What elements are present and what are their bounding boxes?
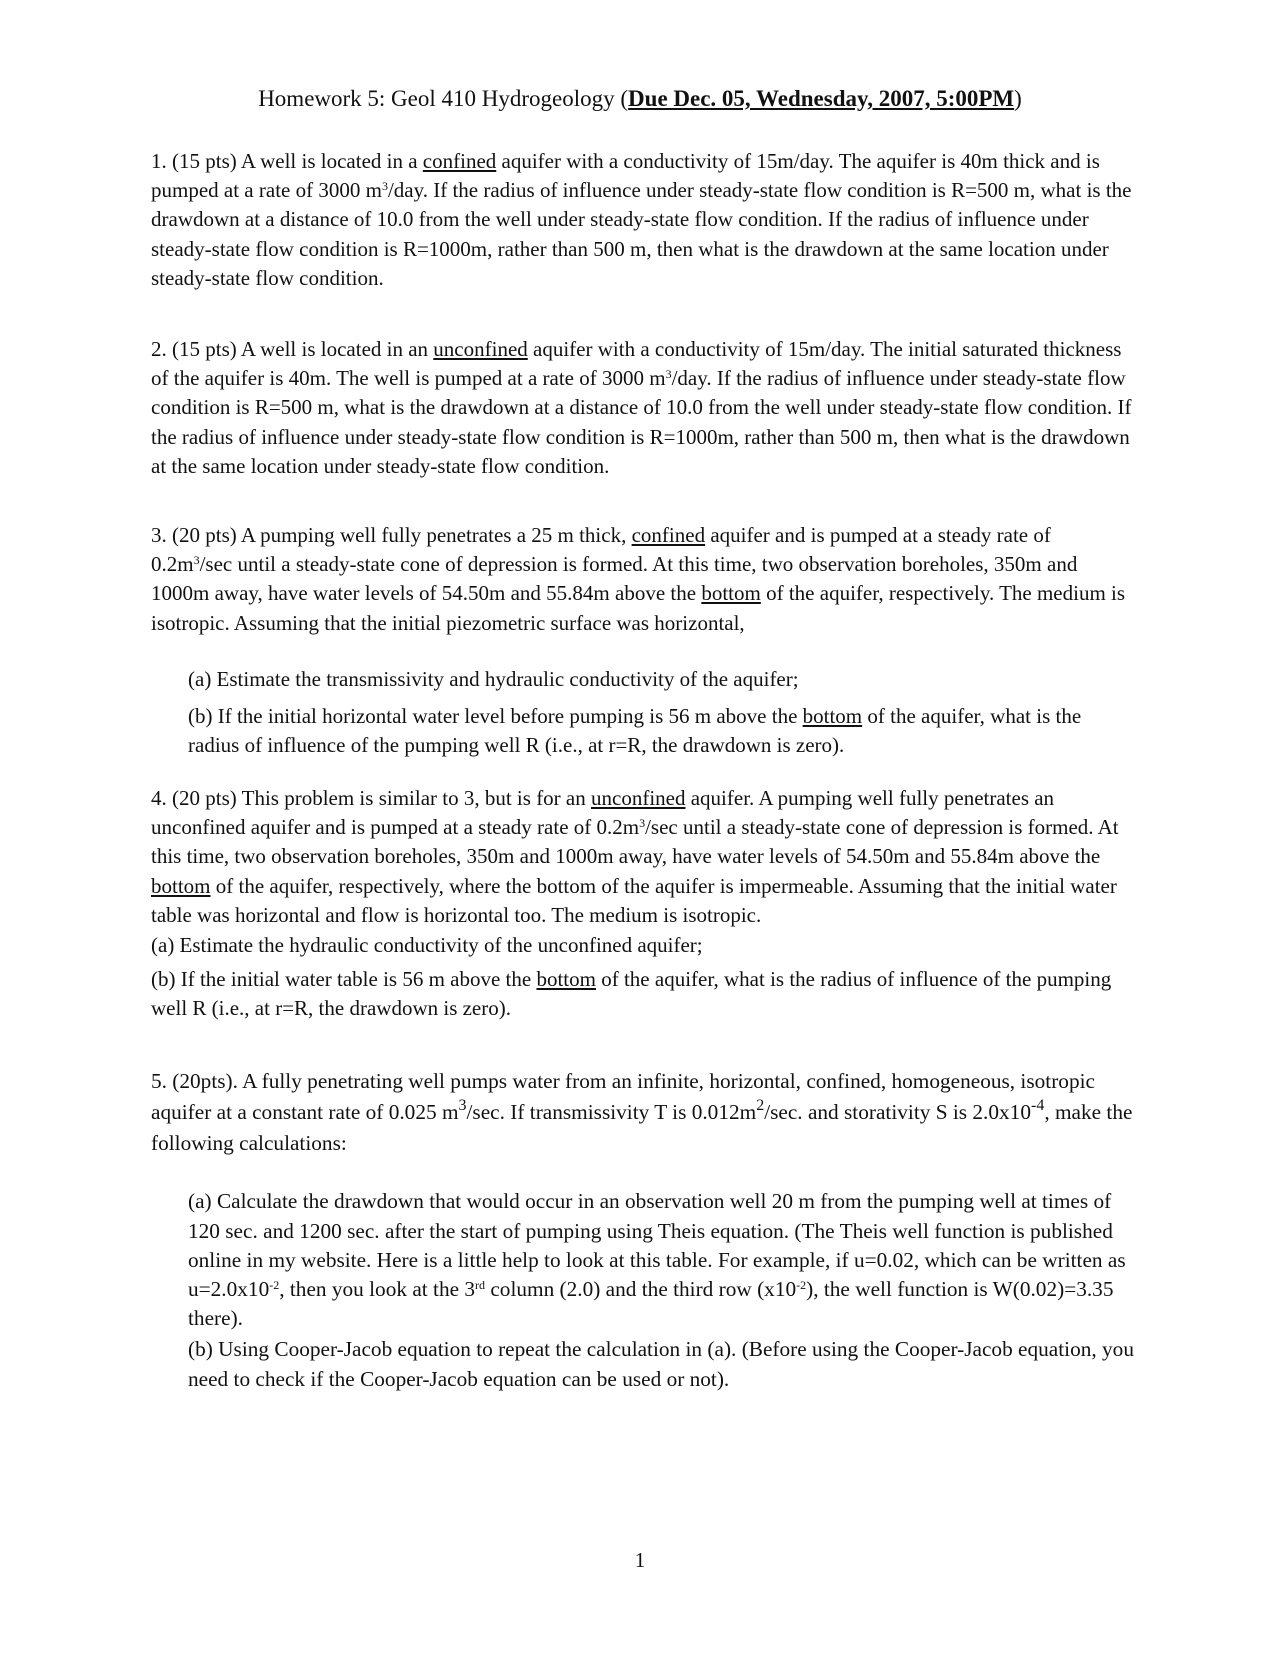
page-number: 1: [634, 1548, 646, 1572]
question-5b: (b) Using Cooper-Jacob equation to repeat the calculation in (a). (Before using the Cooper-Jacob equation, you need to check if the Cooper-Jacob equation can be used or not).: [188, 1337, 1134, 1391]
question-3a: (a) Estimate the transmissivity and hydraulic conductivity of the aquifer;: [188, 667, 799, 691]
question-5a: (a) Calculate the drawdown that would occur in an observation well 20 m from the pumping well at times of 120 sec. and 1200 sec. after the start of pumping using Theis equation. (The Theis well function is published online in my website. Here is a little help to look at this table. For example, if u=0.02, which can be written as $u=2.0x10^{-2}$, then you look at the 3rd column (2.0) and the third row $(x10^{-2})$, the well function is W(0.02)=3.35 there).: [188, 1189, 1126, 1331]
question-1: 1. (15 pts) A well is located in a confined aquifer with a conductivity of 15m/day. The aquifer is 40m thick and is pumped at a rate of 3000 $m^3$/day. If the radius of influence under steady-state flow condition is R=500 m, what is the drawdown at a distance of 10.0 from the well under steady-state flow condition. If the radius of influence under steady-state flow condition is R=1000m, rather than 500 m, then what is the drawdown at the same location under steady-state flow condition.: [151, 149, 1132, 290]
question-2: 2. (15 pts) A well is located in an unconfined aquifer with a conductivity of 15m/day. The initial saturated thickness of the aquifer is 40m. The well is pumped at a rate of 3000 $m^3$/day. If the radius of influence under steady-state flow condition is R=500 m, what is the drawdown at a distance of 10.0 from the well under steady-state flow condition. If the radius of influence under steady-state flow condition is R=1000m, rather than 500 m, then what is the drawdown at the same location under steady-state flow condition.: [151, 337, 1132, 478]
question-3b: (b) If the initial horizontal water level before pumping is 56 m above the bottom of the aquifer, what is the radius of influence of the pumping well R (i.e., at r=R, the drawdown is zero).: [188, 704, 1082, 758]
underlined-unconfined: unconfined: [433, 337, 528, 361]
due-date: Due Dec. 05, Wednesday, 2007, 5:00PM: [628, 86, 1015, 111]
question-5: 5. (20pts). A fully penetrating well pumps water from an infinite, horizontal, confined, homogeneous, isotropic aquifer at a constant rate of 0.025 $m^3/\sec$. If transmissivity T is $0.012m^2/\sec$. and storativity S is $2.0x10^{-4}$, make the following calculations:: [151, 1069, 1133, 1155]
title-text: Homework 5: Geol 410 Hydrogeology (: [258, 86, 629, 111]
question-4: 4. (20 pts) This problem is similar to 3, but is for an unconfined aquifer. A pumping well fully penetrates an unconfined aquifer and is pumped at a steady rate of $0.2m^3/\sec$ until a steady-state cone of depression is formed. At this time, two observation boreholes, 350m and 1000m away, have water levels of 54.50m and 55.84m above the bottom of the aquifer, respectively, where the bottom of the aquifer is impermeable. Assuming that the initial water table was horizontal and flow is horizontal too. The medium is isotropic.: [151, 786, 1119, 927]
page-title: [0, 84, 1280, 114]
question-3: 3. (20 pts) A pumping well fully penetrates a 25 m thick, confined aquifer and is pumped at a steady rate of $0.2m^3/\sec$ until a steady-state cone of depression is formed. At this time, two observation boreholes, 350m and 1000m away, have water levels of 54.50m and 55.84m above the bottom of the aquifer, respectively. The medium is isotropic. Assuming that the initial piezometric surface was horizontal,: [151, 523, 1126, 635]
title-close: ): [1014, 86, 1022, 111]
question-4a: (a) Estimate the hydraulic conductivity of the unconfined aquifer;: [151, 933, 703, 957]
underlined-confined: confined: [422, 149, 497, 173]
question-4b: (b) If the initial water table is 56 m above the bottom of the aquifer, what is the radius of influence of the pumping well R (i.e., at r=R, the drawdown is zero).: [151, 967, 1112, 1021]
